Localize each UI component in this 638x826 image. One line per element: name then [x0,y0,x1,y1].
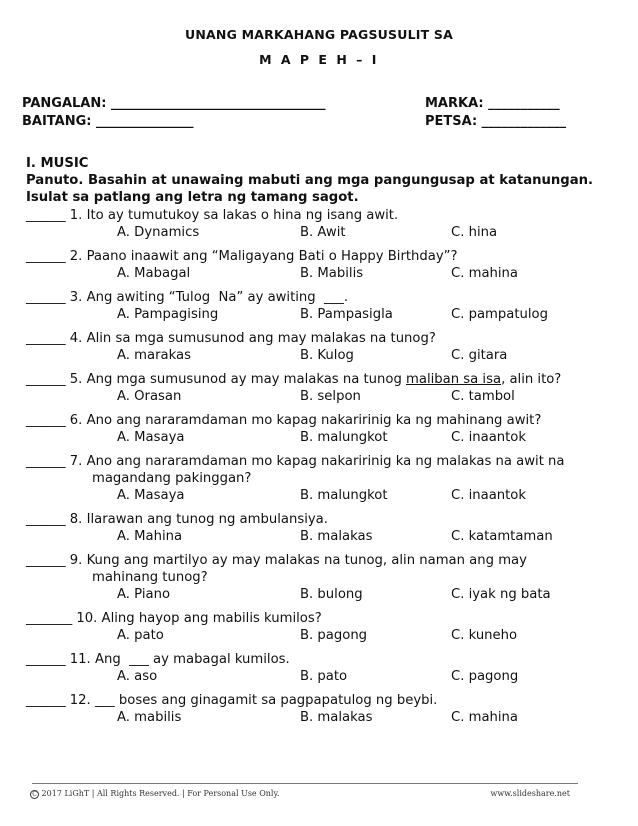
question-3 [26,289,616,323]
question-text: Ito ay tumutukoy sa lakas o hina ng isang awit. [86,208,399,223]
option-b: B. bulong [300,587,363,602]
option-c: C. pagong [451,669,519,684]
date-field: PETSA: _____________ [425,114,567,129]
question-5 [26,371,616,405]
answer-blank: ______ [26,331,66,346]
question-text: Kung ang martilyo ay may malakas na tunog, alin naman ang may [86,553,527,568]
grade-field: BAITANG: _______________ [22,114,194,129]
option-a: A. pato [117,628,164,643]
answer-blank: ______ [26,290,66,305]
question-text: Ang awiting “Tulog Na” ay awiting ___. [86,290,349,305]
question-number: 9. [69,553,83,568]
question-text-continued: mahinang tunog? [92,570,208,585]
option-b: B. malungkot [300,488,388,503]
question-text: Paano inaawit ang “Maligayang Bati o Happy Birthday”? [86,249,458,264]
question-number: 6. [69,413,83,428]
question-number: 11. [69,652,91,667]
question-8 [26,511,616,545]
question-9 [26,552,616,603]
option-a: A. Masaya [117,430,185,445]
question-number: 8. [69,512,83,527]
option-c: C. tambol [451,389,515,404]
option-c: C. kuneho [451,628,518,643]
question-number: 7. [69,454,83,469]
option-a: A. Masaya [117,488,185,503]
option-a: A. mabilis [117,710,182,725]
answer-blank: ______ [26,208,66,223]
option-a: A. Mahina [117,529,183,544]
score-field: MARKA: ___________ [425,96,560,111]
answer-blank: _______ [26,611,73,626]
copyright-icon: C [30,790,39,799]
answer-blank: ______ [26,553,66,568]
option-b: B. Kulog [300,348,354,363]
option-a: A. Piano [117,587,171,602]
answer-blank: ______ [26,652,66,667]
option-c: C. inaantok [451,430,527,445]
question-text: Ilarawan ang tunog ng ambulansiya. [86,512,328,527]
question-text: Ano ang nararamdaman mo kapag nakaririnig ka ng malakas na awit na [86,454,565,469]
question-6 [26,412,616,446]
question-text-continued: magandang pakinggan? [92,471,252,486]
question-1 [26,207,616,241]
question-4 [26,330,616,364]
copyright-text: 2017 LiGhT | All Rights Reserved. | For Personal Use Only. [41,789,280,798]
option-c: C. mahina [451,710,518,725]
option-b: B. malungkot [300,430,388,445]
answer-blank: ______ [26,413,66,428]
answer-blank: ______ [26,693,66,708]
question-number: 2. [69,249,83,264]
website-link[interactable]: www.slideshare.net [490,789,570,798]
question-12 [26,692,616,726]
question-number: 1. [69,208,83,223]
footer-divider [32,783,578,784]
option-c: C. pampatulog [451,307,548,322]
instructions: Panuto. Basahin at unawaing mabuti ang mga pangungusap at katanungan. Isulat sa patlang ang letra ng tamang sagot. [26,173,594,205]
option-c: C. katamtaman [451,529,553,544]
name-field: PANGALAN: _________________________________ [22,96,326,111]
option-b: B. malakas [300,529,373,544]
question-text-end: , alin ito? [501,372,562,387]
option-b: B. Mabilis [300,266,364,281]
subject-title: M A P E H – I [259,52,379,67]
question-number: 4. [69,331,83,346]
page-title: UNANG MARKAHANG PAGSUSULIT SA [185,27,453,42]
option-b: B. Pampasigla [300,307,393,322]
option-b: B. selpon [300,389,361,404]
option-c: C. iyak ng bata [451,587,551,602]
question-text-underlined: maliban sa isa [406,372,502,387]
option-a: A. aso [117,669,158,684]
question-number: 10. [76,611,98,626]
answer-blank: ______ [26,454,66,469]
option-c: C. gitara [451,348,508,363]
question-number: 12. [69,693,91,708]
answer-blank: ______ [26,512,66,527]
option-a: A. Orasan [117,389,182,404]
question-number: 3. [69,290,83,305]
question-7 [26,453,616,504]
question-text: Aling hayop ang mabilis kumilos? [101,611,322,626]
answer-blank: ______ [26,372,66,387]
option-a: A. Mabagal [117,266,191,281]
footer [30,789,570,799]
option-b: B. pato [300,669,348,684]
option-c: C. inaantok [451,488,527,503]
option-a: A. Dynamics [117,225,200,240]
option-b: B. malakas [300,710,373,725]
question-11 [26,651,616,685]
option-b: B. pagong [300,628,368,643]
question-text: Alin sa mga sumusunod ang may malakas na tunog? [86,331,436,346]
question-10 [26,610,616,644]
question-text-start: Ang mga sumusunod ay may malakas na tunog [86,372,407,387]
option-c: C. hina [451,225,498,240]
option-a: A. marakas [117,348,191,363]
question-number: 5. [69,372,83,387]
option-b: B. Awit [300,225,346,240]
option-a: A. Pampagising [117,307,219,322]
question-2 [26,248,616,282]
question-text: Ang ___ ay mabagal kumilos. [94,652,290,667]
quiz-content [26,155,616,733]
section-title: I. MUSIC [26,156,89,171]
question-text: ___ boses ang ginagamit sa pagpapatulog ng beybi. [94,693,438,708]
question-text: Ano ang nararamdaman mo kapag nakaririnig ka ng mahinang awit? [86,413,542,428]
option-c: C. mahina [451,266,518,281]
answer-blank: ______ [26,249,66,264]
